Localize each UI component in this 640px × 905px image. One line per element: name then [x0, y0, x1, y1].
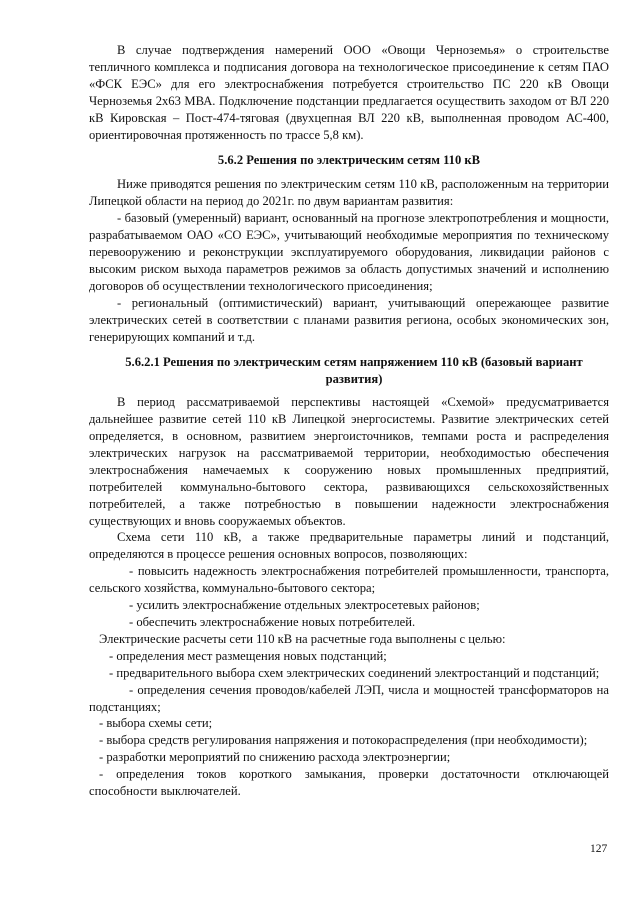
paragraph-variants-intro: Ниже приводятся решения по электрическим сетям 110 кВ, расположенным на территории Липецкой области на период до 2021г. по двум вариантам развития:	[89, 177, 609, 209]
section-heading-5-6-2: 5.6.2 Решения по электрическим сетям 110 кВ	[217, 153, 481, 168]
paragraph-base-variant: - базовый (умеренный) вариант, основанный на прогнозе электропотребления и мощности, разрабатываемом ОАО «СО ЕЭС», учитывающий необходимые мероприятия по техническому перевооружению и реконструкции эксплуатируемого оборудования, ликвидации районов с высоким риском выхода параметров режимов за область допустимых значений и исполнению договоров об осуществлении технологического присоединения;	[89, 211, 609, 293]
list-item-voltage-regulation: - выбора средств регулирования напряжения и потокораспределения (при необходимости);	[99, 733, 588, 748]
paragraph-network-scheme: Схема сети 110 кВ, а также предварительные параметры линий и подстанций, определяются в процессе решения основных вопросов, позволяющих:	[89, 530, 609, 562]
list-item-strengthen: - усилить электроснабжение отдельных электросетевых районов;	[129, 598, 480, 613]
list-item-reliability: - повысить надежность электроснабжения потребителей промышленности, транспорта, сельского хозяйства, коммунально-бытового сектора;	[89, 564, 609, 596]
section-heading-5-6-2-1: 5.6.2.1 Решения по электрическим сетям напряжением 110 кВ (базовый вариант развития)	[125, 355, 583, 387]
document-page	[89, 42, 609, 800]
list-item-conductor-sections: - определения сечения проводов/кабелей ЛЭП, числа и мощностей трансформаторов на подстанциях;	[89, 682, 609, 714]
list-item-substation-sites: - определения мест размещения новых подстанций;	[109, 648, 387, 663]
list-item-connection-schemes: - предварительного выбора схем электрических соединений электростанций и подстанций;	[109, 665, 600, 680]
paragraph-development: В период рассматриваемой перспективы настоящей «Схемой» предусматривается дальнейшее развитие сетей 110 кВ Липецкой энергосистемы. Развитие электрических сетей определяется, в основном, развитием энергоисточников, темпами роста и распределения электрических нагрузок на рассматриваемой территории, необходимостью обеспечения электроснабжения намечаемых к сооружению новых промышленных предприятий, потребителей коммунально-бытового сектора, развивающихся сельскохозяйственных потребителей, а также потребностью в повышении надежности электроснабжения существующих и вновь сооружаемых объектов.	[89, 395, 609, 528]
list-item-energy-loss: - разработки мероприятий по снижению расхода электроэнергии;	[99, 750, 451, 765]
paragraph-calculations: Электрические расчеты сети 110 кВ на расчетные года выполнены с целью:	[99, 631, 506, 646]
list-item-new-consumers: - обеспечить электроснабжение новых потребителей.	[129, 615, 416, 629]
list-item-short-circuit: - определения токов короткого замыкания, проверки достаточности отключающей способности выключателей.	[89, 767, 609, 799]
list-item-network-scheme: - выбора схемы сети;	[99, 716, 213, 731]
paragraph-regional-variant: - региональный (оптимистический) вариант, учитывающий опережающее развитие электрических сетей в соответствии с планами развития региона, особых экономических зон, генерирующих компаний и т.д.	[89, 295, 609, 344]
paragraph-intro: В случае подтверждения намерений ООО «Овощи Черноземья» о строительстве тепличного комплекса и подписания договора на технологическое присоединение к сетям ПАО «ФСК ЕЭС» для его электроснабжения потребуется строительство ПС 220 кВ Овощи Черноземья 2х63 МВА. Подключение подстанции предлагается осуществить заходом от ВЛ 220 кВ Кировская – Пост-474-тяговая (двухцепная ВЛ 220 кВ, выполненная проводом АС-400, ориентировочная протяженность по трассе 5,8 км).	[89, 43, 609, 142]
page-number: 127	[590, 843, 608, 855]
